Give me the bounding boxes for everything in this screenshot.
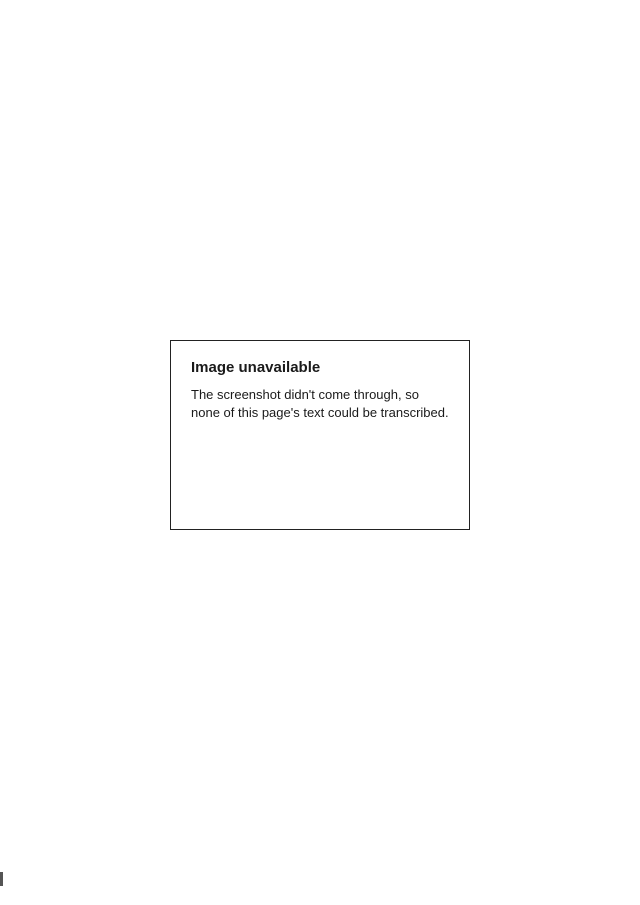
scan-edge-mark (0, 872, 3, 886)
notice-title: Image unavailable (191, 359, 321, 376)
notice-text: The screenshot didn't come through, so none of this page's text could be transcribed. (191, 387, 449, 421)
missing-image-notice (170, 340, 470, 530)
